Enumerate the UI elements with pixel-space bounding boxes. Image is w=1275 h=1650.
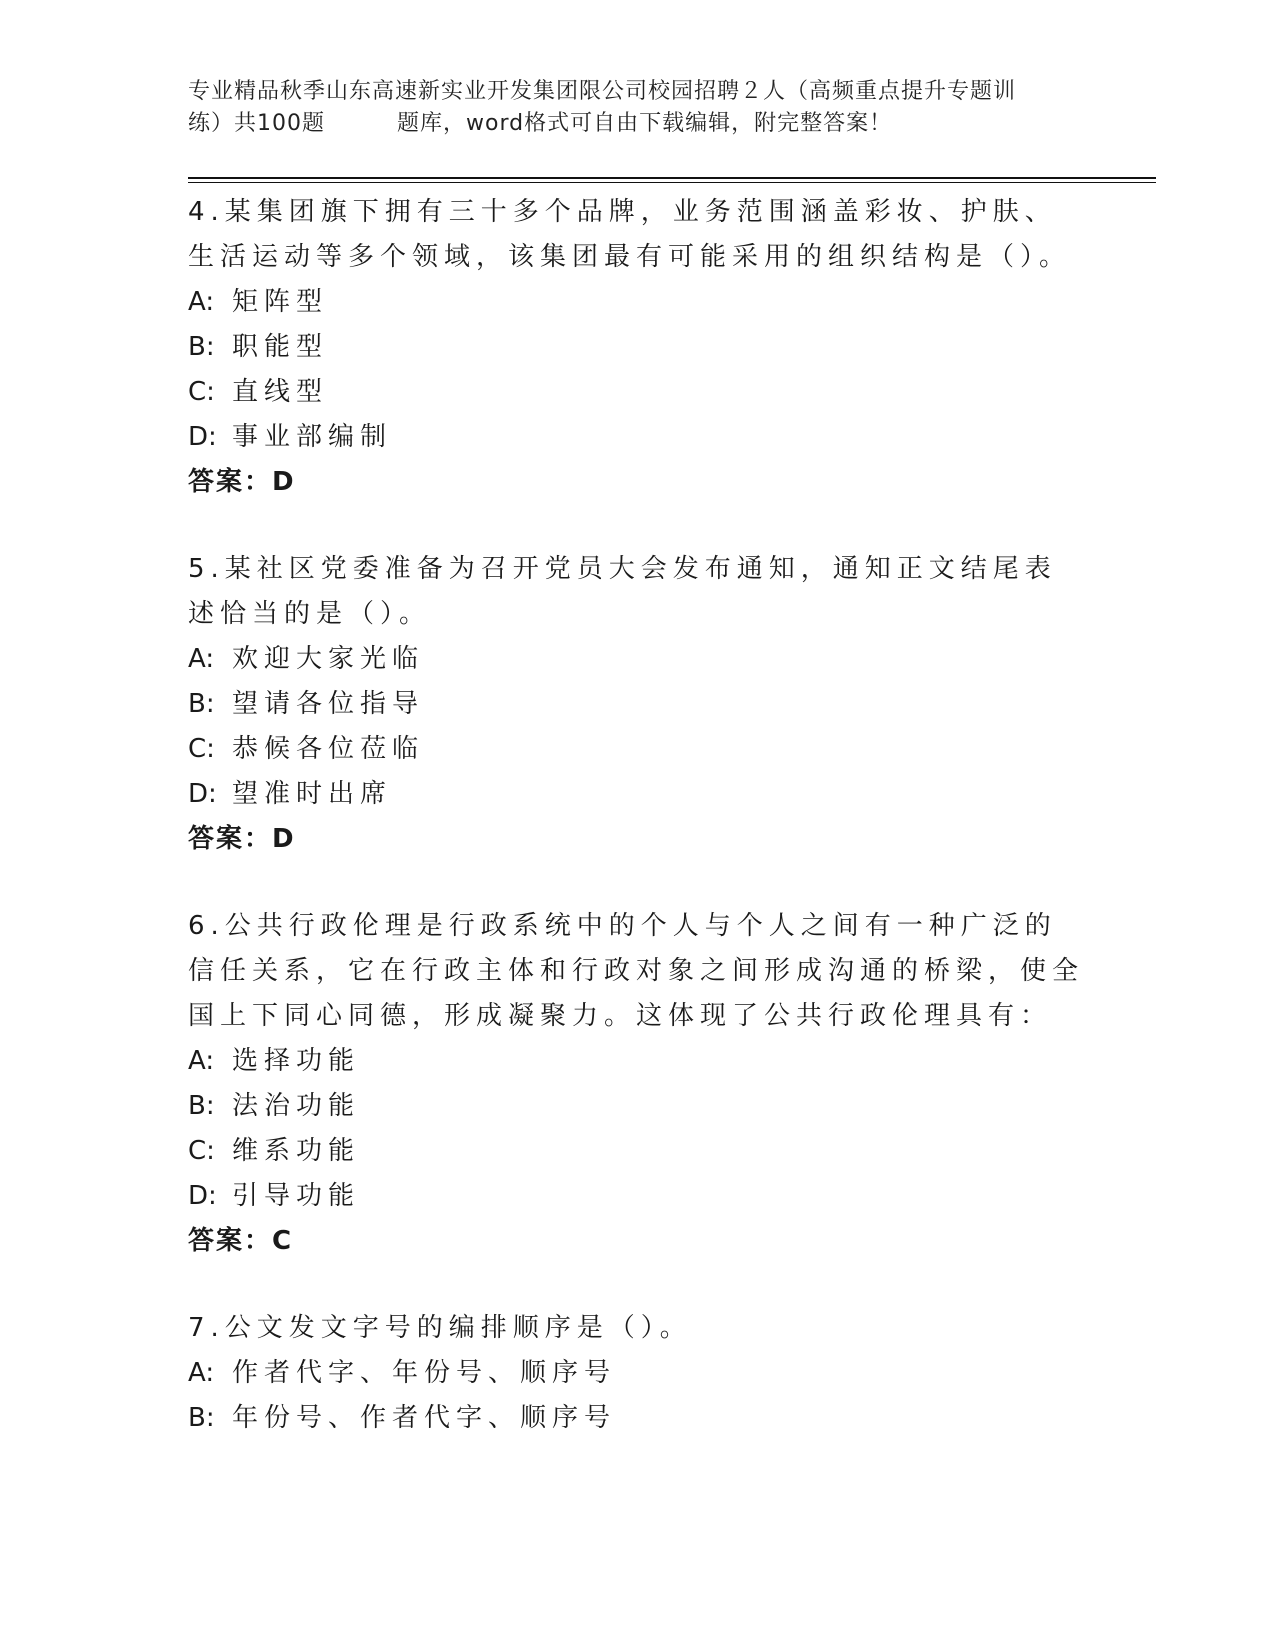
option-key: B:: [188, 332, 215, 362]
header-line-2-part-b: 题库，word格式可自由下载编辑，附完整答案！: [397, 111, 893, 136]
option-text: 望准时出席: [232, 779, 393, 809]
option-text: 矩阵型: [232, 287, 329, 317]
option-text: 选择功能: [232, 1046, 361, 1076]
option-key: C:: [188, 734, 215, 764]
page-header: [188, 76, 1088, 140]
header-divider-thin: [188, 182, 1156, 183]
question-text: 6.公共行政伦理是行政系统中的个人与个人之间有一种广泛的信任关系，它在行政主体和行政对象之间形成沟通的桥梁，使全国上下同心同德，形成凝聚力。这体现了公共行政伦理具有：: [188, 911, 1085, 1031]
option-text: 望请各位指导: [232, 689, 425, 719]
option-text: 欢迎大家光临: [232, 644, 425, 674]
question-7: [188, 1306, 1088, 1441]
option-text: 作者代字、年份号、顺序号: [232, 1358, 617, 1388]
option-c: [188, 1129, 1088, 1174]
header-line-2: [188, 108, 1088, 140]
option-key: A:: [188, 287, 215, 317]
option-b: [188, 1396, 1088, 1441]
option-key: B:: [188, 1091, 215, 1121]
option-d: [188, 772, 1088, 817]
option-key: C:: [188, 377, 215, 407]
option-key: D:: [188, 779, 217, 809]
option-text: 维系功能: [232, 1136, 361, 1166]
option-b: [188, 682, 1088, 727]
option-text: 引导功能: [232, 1181, 361, 1211]
question-text: 4.某集团旗下拥有三十多个品牌，业务范围涵盖彩妆、护肤、生活运动等多个领域，该集团最有可能采用的组织结构是（）。: [188, 197, 1072, 272]
option-key: D:: [188, 1181, 217, 1211]
option-d: [188, 415, 1088, 460]
option-key: A:: [188, 1046, 215, 1076]
question-text: 5.某社区党委准备为召开党员大会发布通知，通知正文结尾表述恰当的是（）。: [188, 554, 1057, 629]
option-key: B:: [188, 689, 215, 719]
option-key: A:: [188, 1358, 215, 1388]
option-text: 事业部编制: [232, 422, 393, 452]
option-a: [188, 1351, 1088, 1396]
option-key: C:: [188, 1136, 215, 1166]
option-key: A:: [188, 644, 215, 674]
option-c: [188, 727, 1088, 772]
question-4: [188, 190, 1088, 505]
option-text: 恭候各位莅临: [232, 734, 425, 764]
question-text: 7.公文发文字号的编排顺序是（）。: [188, 1313, 692, 1343]
question-list: [188, 190, 1088, 1483]
header-divider-thick: [188, 177, 1156, 179]
option-b: [188, 325, 1088, 370]
option-a: [188, 637, 1088, 682]
header-line-2-part-a: 练）共100题: [188, 111, 325, 136]
option-text: 年份号、作者代字、顺序号: [232, 1403, 617, 1433]
option-c: [188, 370, 1088, 415]
option-text: 直线型: [232, 377, 329, 407]
option-text: 职能型: [232, 332, 329, 362]
answer: 答案：C: [188, 1226, 294, 1256]
header-line-1: 专业精品秋季山东高速新实业开发集团限公司校园招聘２人（高频重点提升专题训: [188, 79, 1017, 104]
option-key: D:: [188, 422, 217, 452]
option-b: [188, 1084, 1088, 1129]
answer: 答案：D: [188, 824, 296, 854]
answer: 答案：D: [188, 467, 296, 497]
option-a: [188, 280, 1088, 325]
option-d: [188, 1174, 1088, 1219]
question-5: [188, 547, 1088, 862]
option-text: 法治功能: [232, 1091, 361, 1121]
option-a: [188, 1039, 1088, 1084]
option-key: B:: [188, 1403, 215, 1433]
question-6: [188, 904, 1088, 1264]
